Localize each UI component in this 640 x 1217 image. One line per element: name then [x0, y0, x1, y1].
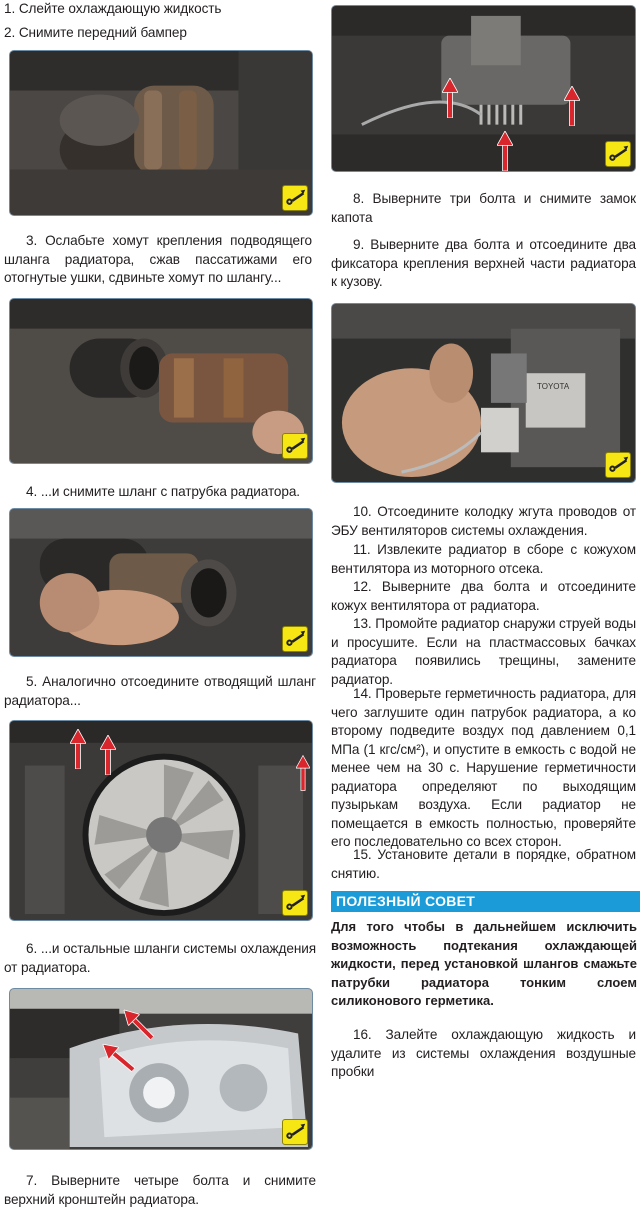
tool-badge-icon — [282, 185, 308, 211]
step-9-text: 9. Выверните два болта и отсоедините два фиксатора крепления верхней части радиатора к кузову. — [331, 237, 636, 289]
step-11-text: 11. Извлеките радиатор в сборе с кожухом вентилятора из моторного отсека. — [331, 542, 636, 576]
step-13-text: 13. Промойте радиатор снаружи струей воды и просушите. Если на пластмассовых бачках радиатора появились трещины, замените радиатор. — [331, 616, 636, 687]
photo-outlet-hose — [9, 508, 313, 657]
tip-text: Для того чтобы в дальнейшем исключить возможность подтекания охлаждающей жидкости, перед установкой шлангов смажьте патрубки радиатора тонким слоем силиконового герметика. — [331, 919, 637, 1008]
tool-badge-icon — [282, 626, 308, 652]
ecu-label: TOYOTA — [537, 382, 570, 391]
red-arrow-icon — [70, 729, 86, 769]
photo-headlight-bracket — [9, 988, 313, 1150]
photo-hose-clamp — [9, 50, 313, 216]
step-16-text: 16. Залейте охлаждающую жидкость и удалите из системы охлаждения воздушные пробки — [331, 1027, 636, 1079]
step-6-text: 6. ...и остальные шланги системы охлаждения от радиатора. — [4, 941, 316, 975]
red-arrow-icon — [564, 86, 580, 126]
step-2-text: 2. Снимите передний бампер — [4, 25, 187, 40]
tool-badge-icon — [605, 141, 631, 167]
step-1-text: 1. Слейте охлаждающую жидкость — [4, 1, 222, 16]
step-5-text: 5. Аналогично отсоедините отводящий шланг радиатора... — [4, 674, 316, 708]
step-4-text: 4. ...и снимите шланг с патрубка радиатора. — [26, 484, 300, 499]
step-3-text: 3. Ослабьте хомут крепления подводящего шланга радиатора, сжав пассатижами его отогнутые ушки, сдвиньте хомут по шлангу... — [4, 233, 312, 285]
tool-badge-icon — [282, 433, 308, 459]
photo-fan-shroud — [9, 720, 313, 921]
step-10-text: 10. Отсоедините колодку жгута проводов от ЭБУ вентиляторов системы охлаждения. — [331, 504, 636, 538]
photo-hood-lock — [331, 5, 636, 172]
step-7-text: 7. Выверните четыре болта и снимите верхний кронштейн радиатора. — [4, 1173, 316, 1207]
step-12-text: 12. Выверните два болта и отсоедините кожух вентилятора от радиатора. — [331, 579, 636, 613]
photo-ecu-connector — [331, 303, 636, 483]
red-arrow-icon — [497, 131, 513, 171]
tool-badge-icon — [282, 1119, 308, 1145]
step-15-text: 15. Установите детали в порядке, обратном снятию. — [331, 847, 636, 881]
tool-badge-icon — [605, 452, 631, 478]
red-arrow-icon — [296, 755, 310, 791]
step-8-text: 8. Выверните три болта и снимите замок капота — [331, 191, 636, 225]
tool-badge-icon — [282, 890, 308, 916]
photo-hose-removed — [9, 298, 313, 464]
step-14-text: 14. Проверьте герметичность радиатора, для чего заглушите один патрубок радиатора, а ко второму подведите воздух под давлением 0,1 МПа (1 кгс/см²), и опустите в емкость с водой не менее чем на 30 с. Нарушение герметичности радиатора определяют по выходящим пузырькам воздуха. Если радиатор не помещается в емкость полностью, проверяйте его последовательно со всех сторон. — [331, 686, 636, 849]
red-arrow-icon — [442, 78, 458, 118]
red-arrow-icon — [100, 735, 116, 775]
tip-title: ПОЛЕЗНЫЙ СОВЕТ — [331, 891, 640, 912]
